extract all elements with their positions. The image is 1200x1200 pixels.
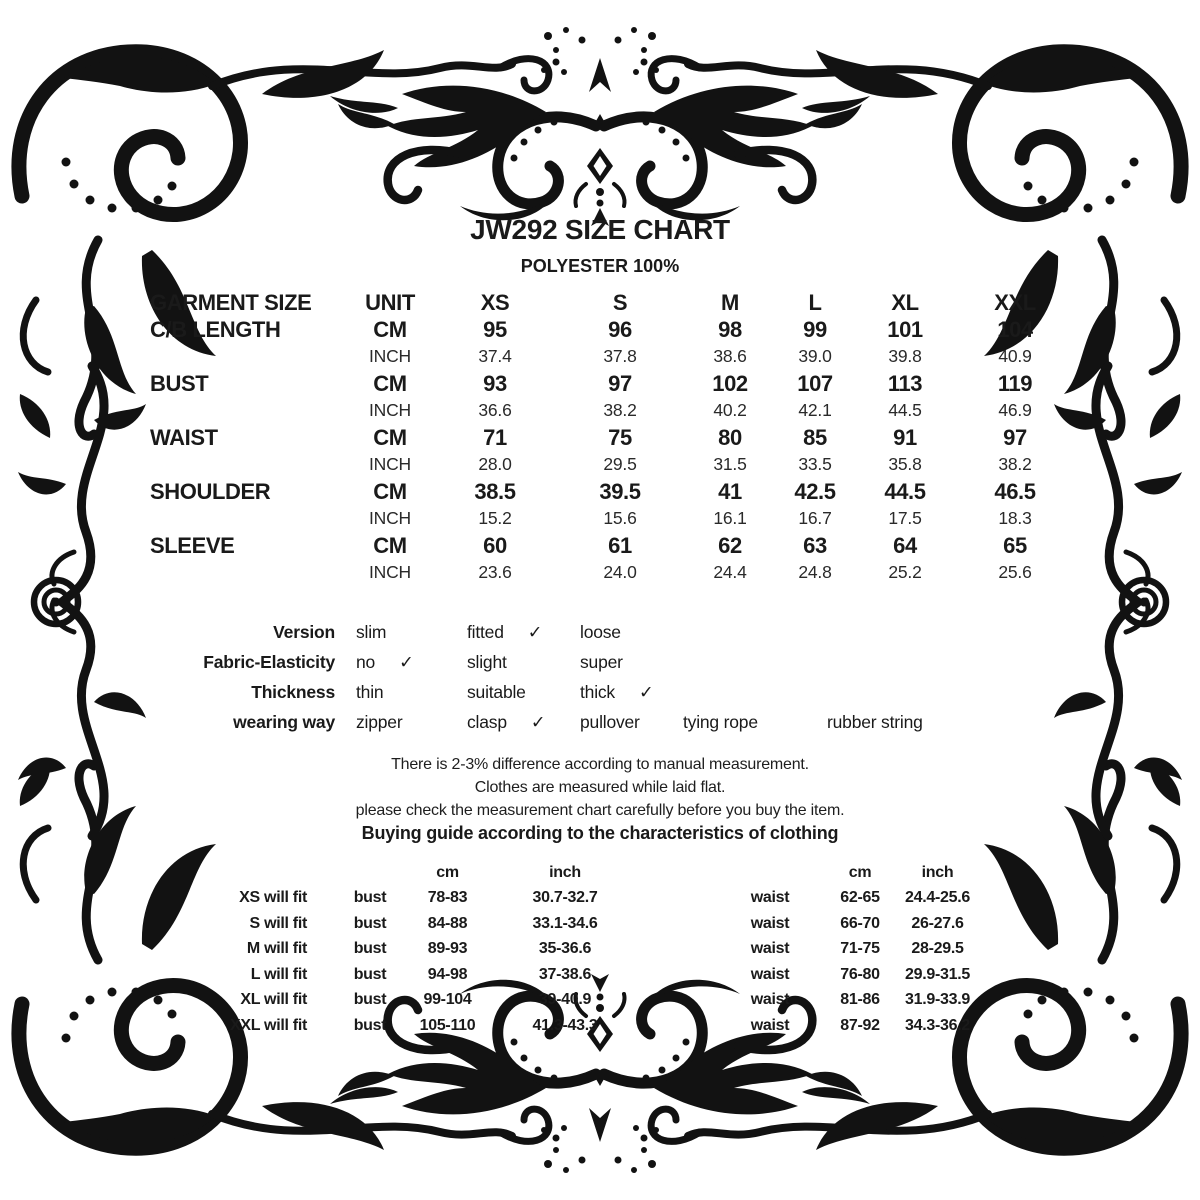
size-value-cell: 113 (887, 370, 923, 396)
column-header: UNIT (365, 289, 415, 315)
size-value-cell: 96 (608, 316, 632, 342)
waist-inch-value: 24.4-25.6 (905, 889, 970, 907)
table-row (150, 424, 1080, 451)
attribute-option: thick ✓ (580, 681, 654, 702)
size-table-header-row (150, 289, 1080, 316)
waist-cm-value: 81-86 (840, 991, 880, 1009)
size-value-cell: 42.1 (798, 400, 832, 420)
size-value-cell: 25.2 (888, 562, 922, 582)
size-value-cell: 38.6 (713, 346, 747, 366)
size-value-cell: 40.2 (713, 400, 747, 420)
bust-label: bust (353, 940, 387, 958)
size-value-cell: 119 (997, 370, 1033, 396)
size-value-cell: 44.5 (884, 478, 926, 504)
size-value-cell: 25.6 (998, 562, 1032, 582)
bust-cm-value: 84-88 (427, 914, 468, 932)
size-value-cell: 31.5 (713, 454, 747, 474)
size-value-cell: 80 (718, 424, 742, 450)
unit-cell: INCH (369, 562, 411, 582)
bust-inch-value: 39-40.9 (538, 991, 592, 1009)
bust-cm-value: 94-98 (427, 965, 468, 983)
buying-guide-table (150, 860, 1050, 1039)
attribute-option: super (580, 651, 623, 672)
size-value-cell: 37.8 (603, 346, 637, 366)
attribute-option: clasp ✓ (467, 711, 546, 732)
unit-cell: INCH (369, 346, 411, 366)
attribute-row-version (150, 617, 1050, 647)
waist-label: waist (750, 940, 790, 958)
bust-cm-value: 99-104 (423, 991, 472, 1009)
size-value-cell: 64 (893, 532, 917, 558)
waist-label: waist (750, 889, 790, 907)
size-value-cell: 99 (803, 316, 827, 342)
attribute-option: slight (467, 651, 507, 672)
row-label (150, 397, 340, 424)
table-row (150, 478, 1080, 505)
row-label (150, 505, 340, 532)
row-label: C/B LENGTH (150, 316, 281, 342)
column-header: cm (848, 863, 872, 881)
waist-inch-value: 26-27.6 (911, 914, 964, 932)
bust-label: bust (353, 1016, 387, 1034)
size-value-cell: 16.7 (798, 508, 832, 528)
attribute-option: thin (356, 681, 384, 702)
column-header: GARMENT SIZE (150, 289, 312, 315)
row-label: SHOULDER (150, 478, 271, 504)
size-value-cell: 29.5 (603, 454, 637, 474)
check-icon: ✓ (530, 711, 546, 732)
waist-label: waist (750, 1016, 790, 1034)
table-row (150, 886, 1050, 912)
unit-cell: CM (373, 424, 407, 450)
size-value-cell: 28.0 (478, 454, 512, 474)
size-value-cell: 85 (803, 424, 827, 450)
attribute-label: Thickness (251, 681, 335, 702)
material-subtitle: POLYESTER 100% (520, 256, 680, 276)
check-icon: ✓ (399, 651, 414, 672)
size-value-cell: 71 (483, 424, 507, 450)
garment-attributes (150, 617, 1050, 737)
size-value-cell: 95 (483, 316, 507, 342)
buying-guide-heading: Buying guide according to the characteristics of clothing (361, 823, 839, 843)
waist-cm-value: 66-70 (840, 914, 880, 932)
attribute-option: fitted ✓ (467, 621, 543, 642)
bust-inch-value: 33.1-34.6 (532, 914, 598, 932)
size-value-cell: 35.8 (888, 454, 922, 474)
size-value-cell: 24.4 (713, 562, 747, 582)
table-row (150, 911, 1050, 937)
bust-cm-value: 78-83 (427, 889, 468, 907)
size-table (150, 289, 1080, 586)
unit-cell: CM (373, 478, 407, 504)
size-value-cell: 46.5 (994, 478, 1036, 504)
size-value-cell: 42.5 (794, 478, 836, 504)
size-value-cell: 16.1 (713, 508, 747, 528)
row-label (150, 559, 340, 586)
guide-size-label: XXL will fit (229, 1016, 307, 1034)
attribute-option: no ✓ (356, 651, 414, 672)
bust-inch-value: 41.3-43.3 (532, 1016, 598, 1034)
table-row (150, 937, 1050, 963)
waist-inch-value: 28-29.5 (911, 940, 964, 958)
size-value-cell: 38.2 (603, 400, 637, 420)
guide-size-label: M will fit (246, 940, 307, 958)
attribute-label: Fabric-Elasticity (203, 651, 335, 672)
table-row (150, 505, 1080, 532)
size-value-cell: 37.4 (478, 346, 512, 366)
unit-cell: INCH (369, 400, 411, 420)
size-value-cell: 102 (712, 370, 748, 396)
size-value-cell: 104 (997, 316, 1033, 342)
size-value-cell: 91 (893, 424, 917, 450)
attribute-option: loose (580, 621, 621, 642)
size-value-cell: 97 (1003, 424, 1027, 450)
check-icon: ✓ (638, 681, 654, 702)
waist-label: waist (750, 965, 790, 983)
size-value-cell: 40.9 (998, 346, 1032, 366)
bust-cm-value: 89-93 (427, 940, 468, 958)
table-row (150, 316, 1080, 343)
size-value-cell: 107 (797, 370, 833, 396)
unit-cell: CM (373, 316, 407, 342)
column-header: S (612, 289, 628, 315)
size-value-cell: 46.9 (998, 400, 1032, 420)
bust-inch-value: 35-36.6 (538, 940, 592, 958)
size-value-cell: 63 (803, 532, 827, 558)
waist-cm-value: 71-75 (840, 940, 880, 958)
size-value-cell: 41 (718, 478, 742, 504)
waist-inch-value: 31.9-33.9 (905, 991, 970, 1009)
guide-size-label: XS will fit (239, 889, 307, 907)
table-row (150, 451, 1080, 478)
attribute-option: slim (356, 621, 387, 642)
waist-label: waist (750, 914, 790, 932)
table-row (150, 988, 1050, 1014)
column-header: inch (549, 863, 581, 881)
waist-inch-value: 29.9-31.5 (905, 965, 970, 983)
check-icon: ✓ (527, 621, 543, 642)
size-value-cell: 15.6 (603, 508, 637, 528)
size-value-cell: 38.5 (474, 478, 516, 504)
guide-header-row (150, 860, 1050, 886)
size-value-cell: 101 (887, 316, 923, 342)
bust-label: bust (353, 889, 387, 907)
table-row (150, 559, 1080, 586)
waist-cm-value: 62-65 (840, 889, 880, 907)
table-row (150, 343, 1080, 370)
row-label: BUST (150, 370, 209, 396)
bust-inch-value: 30.7-32.7 (532, 889, 598, 907)
row-label: SLEEVE (150, 532, 235, 558)
unit-cell: INCH (369, 508, 411, 528)
attribute-option: rubber string (827, 711, 923, 732)
bust-label: bust (353, 965, 387, 983)
table-row (150, 397, 1080, 424)
row-label: WAIST (150, 424, 218, 450)
size-value-cell: 75 (608, 424, 632, 450)
size-value-cell: 39.8 (888, 346, 922, 366)
size-value-cell: 24.8 (798, 562, 832, 582)
size-value-cell: 62 (718, 532, 742, 558)
size-value-cell: 36.6 (478, 400, 512, 420)
column-header: XL (891, 289, 919, 315)
attribute-row-thickness (150, 677, 1050, 707)
table-row (150, 370, 1080, 397)
size-chart-content (150, 214, 1080, 1039)
column-header: M (721, 289, 739, 315)
size-value-cell: 18.3 (998, 508, 1032, 528)
waist-cm-value: 87-92 (840, 1016, 880, 1034)
attribute-label: Version (273, 621, 335, 642)
waist-label: waist (750, 991, 790, 1009)
bust-inch-value: 37-38.6 (538, 965, 592, 983)
bust-label: bust (353, 914, 387, 932)
size-value-cell: 97 (608, 370, 632, 396)
column-header: cm (436, 863, 459, 881)
size-value-cell: 65 (1003, 532, 1027, 558)
column-header: XXL (994, 289, 1036, 315)
table-row (150, 1013, 1050, 1039)
size-value-cell: 33.5 (798, 454, 832, 474)
attribute-row-elasticity (150, 647, 1050, 677)
attribute-label: wearing way (233, 711, 335, 732)
page-title: JW292 SIZE CHART (470, 214, 730, 245)
size-value-cell: 39.5 (599, 478, 641, 504)
size-value-cell: 24.0 (603, 562, 637, 582)
guide-size-label: XL will fit (240, 991, 307, 1009)
size-value-cell: 98 (718, 316, 742, 342)
table-row (150, 532, 1080, 559)
row-label (150, 451, 340, 478)
size-value-cell: 23.6 (478, 562, 512, 582)
measurement-notes (150, 753, 1050, 822)
column-header: L (808, 289, 822, 315)
size-value-cell: 38.2 (998, 454, 1032, 474)
waist-inch-value: 34.3-36.2 (905, 1016, 970, 1034)
size-value-cell: 44.5 (888, 400, 922, 420)
row-label (150, 343, 340, 370)
size-value-cell: 39.0 (798, 346, 832, 366)
unit-cell: INCH (369, 454, 411, 474)
note-line: There is 2-3% difference according to manual measurement. (391, 756, 809, 773)
note-line: please check the measurement chart carefully before you buy the item. (355, 802, 845, 819)
attribute-row-wearing-way (150, 707, 1050, 737)
column-header: inch (921, 863, 954, 881)
guide-size-label: L will fit (250, 965, 307, 983)
attribute-option: zipper (356, 711, 403, 732)
bust-cm-value: 105-110 (419, 1016, 476, 1034)
column-header: XS (480, 289, 510, 315)
attribute-option: pullover (580, 711, 640, 732)
waist-cm-value: 76-80 (840, 965, 880, 983)
guide-size-label: S will fit (249, 914, 307, 932)
size-value-cell: 60 (483, 532, 507, 558)
size-value-cell: 93 (483, 370, 507, 396)
unit-cell: CM (373, 370, 407, 396)
table-row (150, 962, 1050, 988)
unit-cell: CM (373, 532, 407, 558)
note-line: Clothes are measured while laid flat. (474, 779, 726, 796)
bust-label: bust (353, 991, 387, 1009)
size-value-cell: 17.5 (888, 508, 922, 528)
size-value-cell: 15.2 (478, 508, 512, 528)
attribute-option: suitable (467, 681, 526, 702)
attribute-option: tying rope (683, 711, 758, 732)
size-value-cell: 61 (608, 532, 632, 558)
